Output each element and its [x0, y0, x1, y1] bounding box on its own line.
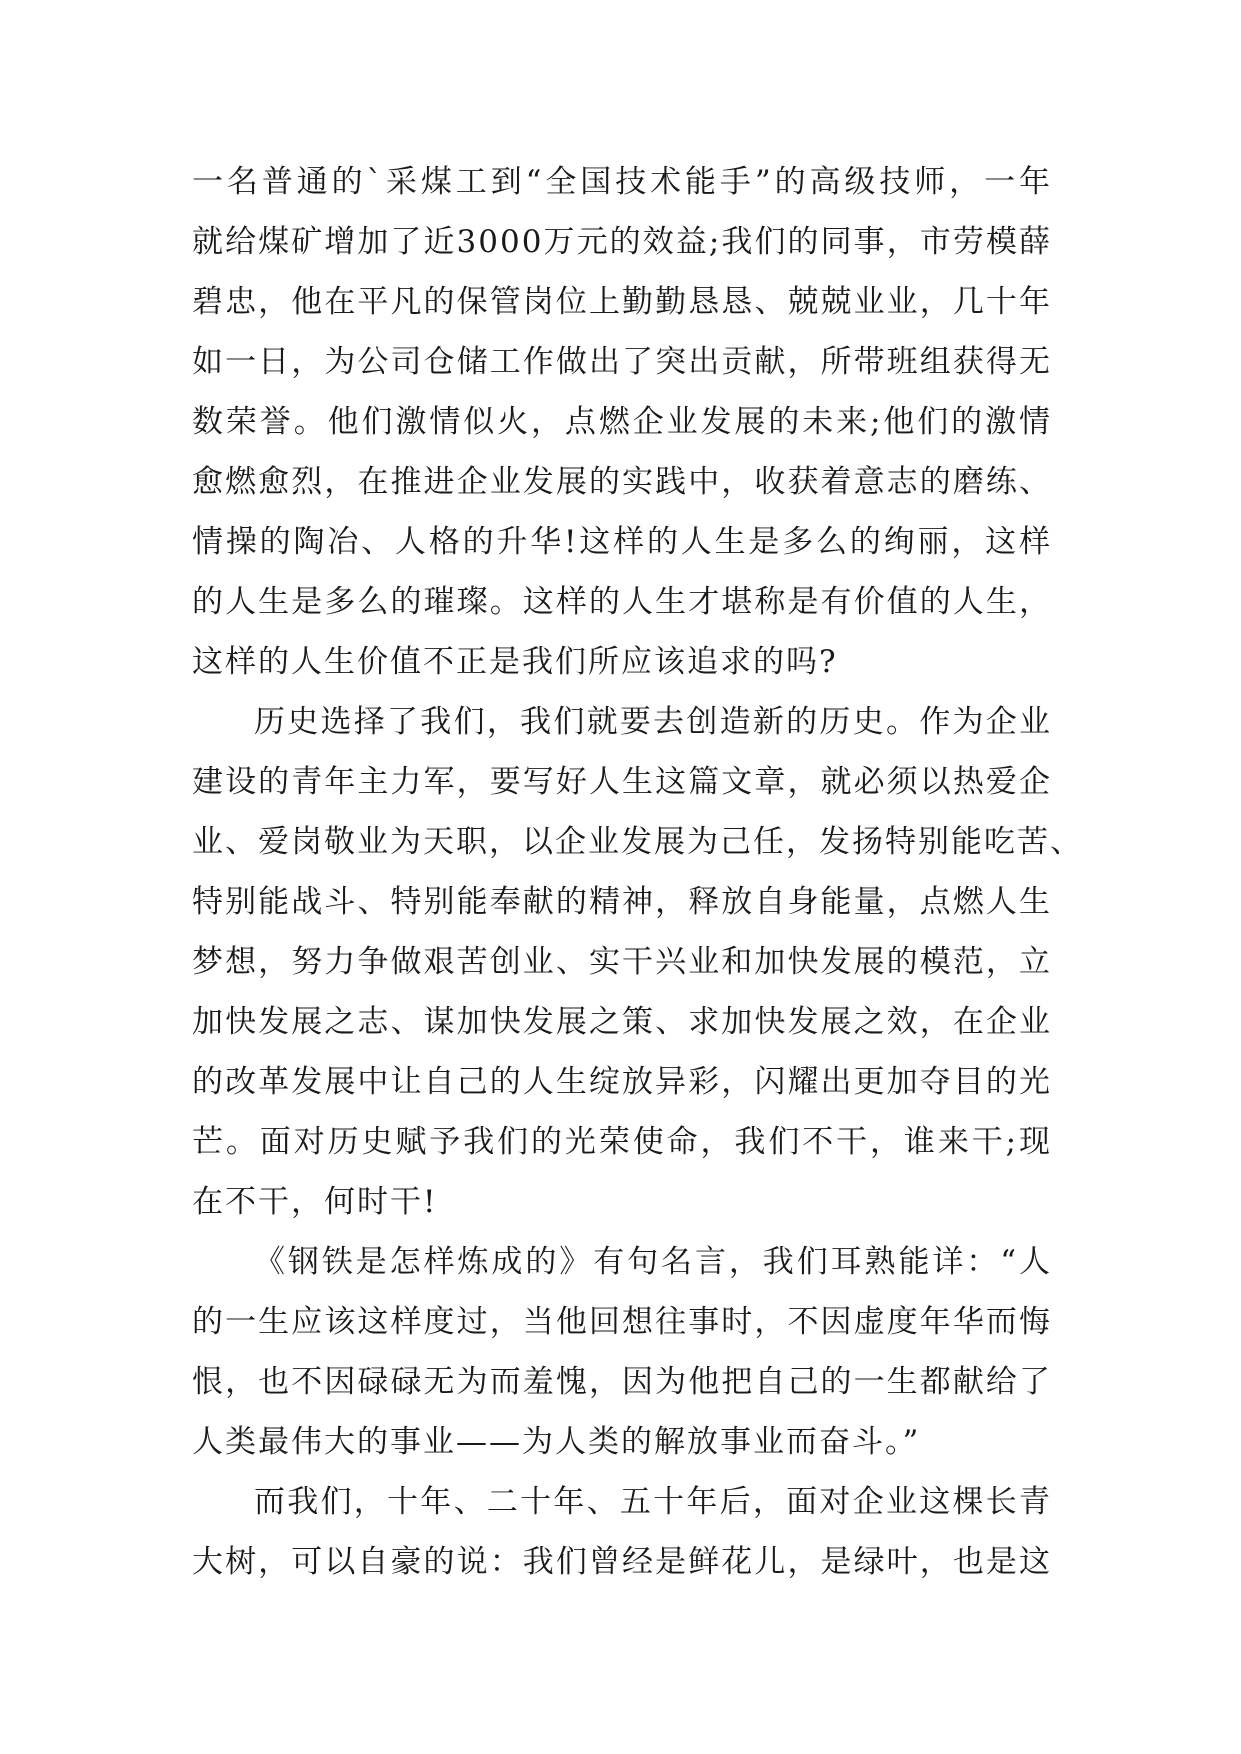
text-line: 特别能战斗、特别能奉献的精神，释放自身能量，点燃人生 — [192, 884, 1052, 920]
text-line: 而我们，十年、二十年、五十年后，面对企业这棵长青 — [254, 1484, 1052, 1520]
text-line: 的改革发展中让自己的人生绽放异彩，闪耀出更加夺目的光 — [192, 1064, 1052, 1100]
text-line: 愈燃愈烈，在推进企业发展的实践中，收获着意志的磨练、 — [192, 464, 1052, 500]
text-line: 碧忠，他在平凡的保管岗位上勤勤恳恳、兢兢业业，几十年 — [192, 284, 1052, 320]
text-line: 情操的陶冶、人格的升华!这样的人生是多么的绚丽，这样 — [192, 524, 1052, 560]
text-line: 人类最伟大的事业——为人类的解放事业而奋斗。” — [192, 1424, 921, 1460]
text-line: 在不干，何时干! — [192, 1184, 438, 1220]
text-line: 加快发展之志、谋加快发展之策、求加快发展之效，在企业 — [192, 1004, 1052, 1040]
text-line: 恨，也不因碌碌无为而羞愧，因为他把自己的一生都献给了 — [192, 1364, 1052, 1400]
text-line: 业、爱岗敬业为天职，以企业发展为己任，发扬特别能吃苦、 — [192, 824, 1083, 860]
text-line: 这样的人生价值不正是我们所应该追求的吗? — [192, 644, 838, 680]
text-line: 的一生应该这样度过，当他回想往事时，不因虚度年华而悔 — [192, 1304, 1052, 1340]
body-text — [192, 152, 1083, 1592]
text-line: 大树，可以自豪的说：我们曾经是鲜花儿，是绿叶，也是这 — [192, 1544, 1052, 1580]
text-line: 历史选择了我们，我们就要去创造新的历史。作为企业 — [254, 704, 1052, 740]
text-line: 《钢铁是怎样炼成的》有句名言，我们耳熟能详：“人 — [254, 1244, 1052, 1280]
text-line: 的人生是多么的璀璨。这样的人生才堪称是有价值的人生， — [192, 584, 1052, 620]
text-line: 建设的青年主力军，要写好人生这篇文章，就必须以热爱企 — [192, 764, 1052, 800]
text-line: 数荣誉。他们激情似火，点燃企业发展的未来;他们的激情 — [192, 404, 1052, 440]
text-line: 就给煤矿增加了近3000万元的效益;我们的同事，市劳模薛 — [192, 224, 1052, 260]
text-line: 如一日，为公司仓储工作做出了突出贡献，所带班组获得无 — [192, 344, 1052, 380]
text-line: 梦想，努力争做艰苦创业、实干兴业和加快发展的模范，立 — [192, 944, 1052, 980]
text-line: 芒。面对历史赋予我们的光荣使命，我们不干，谁来干;现 — [192, 1124, 1052, 1160]
text-line: 一名普通的`采煤工到“全国技术能手”的高级技师，一年 — [192, 164, 1052, 200]
